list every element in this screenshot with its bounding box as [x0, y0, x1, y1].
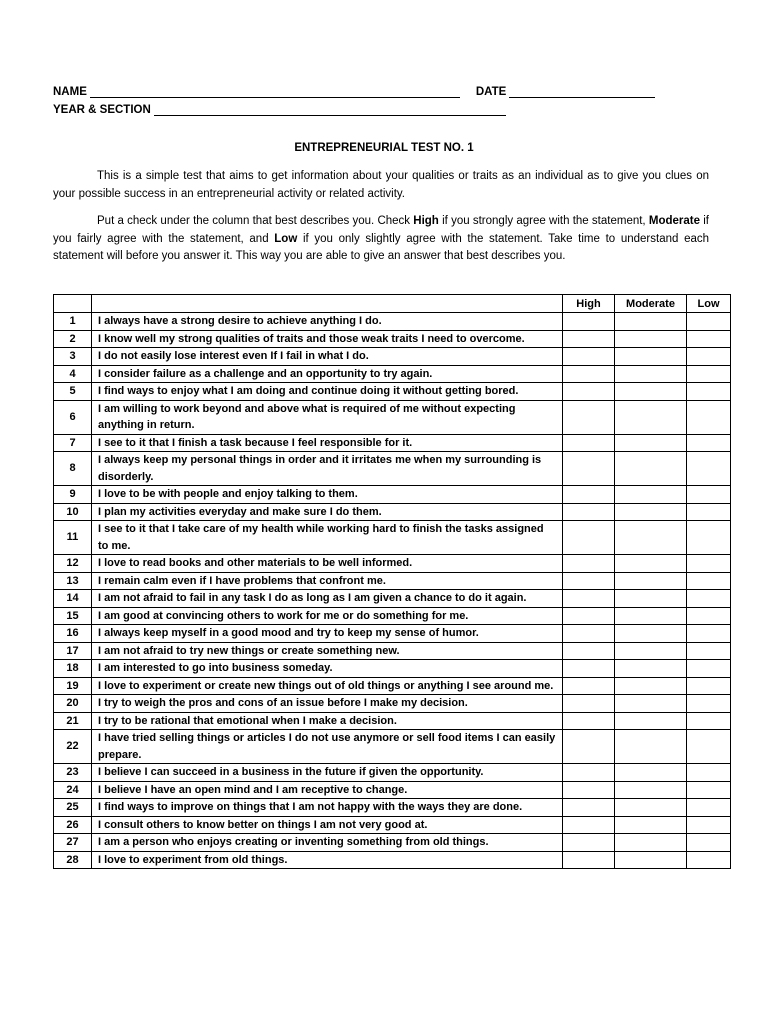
low-check-cell[interactable]: [687, 677, 731, 695]
high-check-cell[interactable]: [563, 607, 615, 625]
moderate-check-cell[interactable]: [615, 764, 687, 782]
table-row: [54, 730, 731, 764]
instructions-paragraph: [53, 213, 709, 266]
row-statement: I am not afraid to fail in any task I do as long as I am given a chance to do it again.: [92, 590, 563, 608]
low-check-cell[interactable]: [687, 712, 731, 730]
moderate-check-cell[interactable]: [615, 781, 687, 799]
table-row: [54, 383, 731, 401]
instructions-low: Low: [274, 232, 298, 245]
row-statement: I see to it that I finish a task because I feel responsible for it.: [92, 434, 563, 452]
table-row: [54, 695, 731, 713]
high-check-cell[interactable]: [563, 590, 615, 608]
high-check-cell[interactable]: [563, 400, 615, 434]
moderate-check-cell[interactable]: [615, 452, 687, 486]
low-check-cell[interactable]: [687, 452, 731, 486]
moderate-check-cell[interactable]: [615, 555, 687, 573]
row-number: 3: [54, 348, 92, 366]
row-statement: I find ways to improve on things that I am not happy with the ways they are done.: [92, 799, 563, 817]
row-number: 8: [54, 452, 92, 486]
row-number: 7: [54, 434, 92, 452]
high-check-cell[interactable]: [563, 781, 615, 799]
name-blank-line[interactable]: [90, 84, 460, 98]
table-row: [54, 799, 731, 817]
high-check-cell[interactable]: [563, 660, 615, 678]
row-number: 25: [54, 799, 92, 817]
table-row: [54, 660, 731, 678]
row-number: 28: [54, 851, 92, 869]
low-check-cell[interactable]: [687, 816, 731, 834]
row-number: 21: [54, 712, 92, 730]
row-number: 19: [54, 677, 92, 695]
high-check-cell[interactable]: [563, 452, 615, 486]
row-statement: I am not afraid to try new things or create something new.: [92, 642, 563, 660]
table-row: [54, 781, 731, 799]
row-number: 26: [54, 816, 92, 834]
table-row: [54, 400, 731, 434]
low-check-cell[interactable]: [687, 486, 731, 504]
high-check-cell[interactable]: [563, 486, 615, 504]
table-body: [54, 313, 731, 869]
row-number: 10: [54, 503, 92, 521]
moderate-check-cell[interactable]: [615, 383, 687, 401]
row-number: 12: [54, 555, 92, 573]
low-check-cell[interactable]: [687, 625, 731, 643]
row-statement: I love to read books and other materials to be well informed.: [92, 555, 563, 573]
high-check-cell[interactable]: [563, 434, 615, 452]
moderate-check-cell[interactable]: [615, 572, 687, 590]
name-date-row: [53, 80, 713, 98]
row-number: 23: [54, 764, 92, 782]
header-low: Low: [687, 295, 731, 313]
table-row: [54, 834, 731, 852]
moderate-check-cell[interactable]: [615, 503, 687, 521]
moderate-check-cell[interactable]: [615, 695, 687, 713]
header-number-cell: [54, 295, 92, 313]
row-statement: I love to be with people and enjoy talking to them.: [92, 486, 563, 504]
instructions-text-2: if you strongly agree with the statement,: [438, 215, 649, 227]
header-statement-cell: [92, 295, 563, 313]
row-statement: I am a person who enjoys creating or inventing something from old things.: [92, 834, 563, 852]
high-check-cell[interactable]: [563, 313, 615, 331]
high-check-cell[interactable]: [563, 555, 615, 573]
row-number: 4: [54, 365, 92, 383]
header-high: High: [563, 295, 615, 313]
row-statement: I believe I can succeed in a business in the future if given the opportunity.: [92, 764, 563, 782]
row-statement: I try to weigh the pros and cons of an issue before I make my decision.: [92, 695, 563, 713]
row-number: 20: [54, 695, 92, 713]
table-row: [54, 607, 731, 625]
table-row: [54, 816, 731, 834]
low-check-cell[interactable]: [687, 330, 731, 348]
low-check-cell[interactable]: [687, 348, 731, 366]
moderate-check-cell[interactable]: [615, 590, 687, 608]
low-check-cell[interactable]: [687, 383, 731, 401]
table-row: [54, 555, 731, 573]
moderate-check-cell[interactable]: [615, 677, 687, 695]
year-section-row: [53, 98, 713, 116]
table-row: [54, 572, 731, 590]
low-check-cell[interactable]: [687, 365, 731, 383]
low-check-cell[interactable]: [687, 834, 731, 852]
table-row: [54, 434, 731, 452]
high-check-cell[interactable]: [563, 383, 615, 401]
row-statement: I consider failure as a challenge and an opportunity to try again.: [92, 365, 563, 383]
moderate-check-cell[interactable]: [615, 348, 687, 366]
low-check-cell[interactable]: [687, 851, 731, 869]
moderate-check-cell[interactable]: [615, 625, 687, 643]
moderate-check-cell[interactable]: [615, 400, 687, 434]
moderate-check-cell[interactable]: [615, 816, 687, 834]
table-row: [54, 313, 731, 331]
row-statement: I know well my strong qualities of traits and those weak traits I need to overcome.: [92, 330, 563, 348]
table-row: [54, 625, 731, 643]
table-row: [54, 642, 731, 660]
low-check-cell[interactable]: [687, 400, 731, 434]
high-check-cell[interactable]: [563, 730, 615, 764]
instructions-text-3: if you fairly agree with the statement, and: [53, 215, 709, 245]
table-row: [54, 365, 731, 383]
high-check-cell[interactable]: [563, 695, 615, 713]
moderate-check-cell[interactable]: [615, 521, 687, 555]
low-check-cell[interactable]: [687, 572, 731, 590]
document-title: ENTREPRENEURIAL TEST NO. 1: [294, 142, 474, 154]
high-check-cell[interactable]: [563, 625, 615, 643]
moderate-check-cell[interactable]: [615, 851, 687, 869]
low-check-cell[interactable]: [687, 799, 731, 817]
row-statement: I love to experiment from old things.: [92, 851, 563, 869]
high-check-cell[interactable]: [563, 677, 615, 695]
row-statement: I always keep my personal things in order and it irritates me when my surrounding is disorderly.: [92, 452, 563, 486]
row-statement: I love to experiment or create new things out of old things or anything I see around me.: [92, 677, 563, 695]
row-statement: I consult others to know better on things I am not very good at.: [92, 816, 563, 834]
low-check-cell[interactable]: [687, 642, 731, 660]
row-statement: I am interested to go into business someday.: [92, 660, 563, 678]
low-check-cell[interactable]: [687, 660, 731, 678]
low-check-cell[interactable]: [687, 781, 731, 799]
row-statement: I plan my activities everyday and make sure I do them.: [92, 503, 563, 521]
low-check-cell[interactable]: [687, 607, 731, 625]
row-statement: I am good at convincing others to work for me or do something for me.: [92, 607, 563, 625]
moderate-check-cell[interactable]: [615, 799, 687, 817]
table-row: [54, 521, 731, 555]
low-check-cell[interactable]: [687, 764, 731, 782]
instructions-text-1: Put a check under the column that best describes you. Check: [97, 215, 414, 227]
table-header-row: [54, 295, 731, 313]
high-check-cell[interactable]: [563, 764, 615, 782]
row-number: 5: [54, 383, 92, 401]
row-statement: I try to be rational that emotional when I make a decision.: [92, 712, 563, 730]
table-row: [54, 348, 731, 366]
student-info-fields: [53, 80, 713, 116]
moderate-check-cell[interactable]: [615, 730, 687, 764]
instructions-high: High: [413, 215, 439, 227]
row-statement: I remain calm even if I have problems that confront me.: [92, 572, 563, 590]
row-number: 15: [54, 607, 92, 625]
moderate-check-cell[interactable]: [615, 313, 687, 331]
entrepreneurial-test-table: [53, 294, 731, 869]
row-number: 22: [54, 730, 92, 764]
high-check-cell[interactable]: [563, 851, 615, 869]
table-row: [54, 503, 731, 521]
moderate-check-cell[interactable]: [615, 712, 687, 730]
high-check-cell[interactable]: [563, 572, 615, 590]
table-row: [54, 712, 731, 730]
row-number: 1: [54, 313, 92, 331]
table-row: [54, 330, 731, 348]
row-statement: I have tried selling things or articles I do not use anymore or sell food items I can easily prepare.: [92, 730, 563, 764]
instructions-text-4: if you only slightly agree with the statement. Take time to understand each statement will before you answer it. This way you are able to give an answer that best describes you.: [53, 232, 710, 262]
row-statement: I always keep myself in a good mood and try to keep my sense of humor.: [92, 625, 563, 643]
row-statement: I find ways to enjoy what I am doing and continue doing it without getting bored.: [92, 383, 563, 401]
row-number: 11: [54, 521, 92, 555]
moderate-check-cell[interactable]: [615, 660, 687, 678]
high-check-cell[interactable]: [563, 712, 615, 730]
high-check-cell[interactable]: [563, 816, 615, 834]
date-blank-line[interactable]: [509, 84, 655, 98]
table-row: [54, 452, 731, 486]
high-check-cell[interactable]: [563, 521, 615, 555]
high-check-cell[interactable]: [563, 834, 615, 852]
intro-text: This is a simple test that aims to get information about your qualities or traits as an individual as to give you clues on your possible success in an entrepreneurial activity or related activity.: [53, 170, 709, 200]
name-label: NAME: [53, 86, 87, 98]
row-number: 16: [54, 625, 92, 643]
row-statement: I see to it that I take care of my health while working hard to finish the tasks assigned to me.: [92, 521, 563, 555]
low-check-cell[interactable]: [687, 434, 731, 452]
table-row: [54, 486, 731, 504]
moderate-check-cell[interactable]: [615, 642, 687, 660]
row-statement: I am willing to work beyond and above what is required of me without expecting anything in return.: [92, 400, 563, 434]
row-number: 9: [54, 486, 92, 504]
row-number: 6: [54, 400, 92, 434]
high-check-cell[interactable]: [563, 330, 615, 348]
table-row: [54, 851, 731, 869]
row-number: 14: [54, 590, 92, 608]
low-check-cell[interactable]: [687, 313, 731, 331]
row-number: 17: [54, 642, 92, 660]
low-check-cell[interactable]: [687, 555, 731, 573]
intro-paragraph: [53, 168, 709, 203]
row-number: 13: [54, 572, 92, 590]
moderate-check-cell[interactable]: [615, 330, 687, 348]
row-statement: I always have a strong desire to achieve anything I do.: [92, 313, 563, 331]
table-row: [54, 677, 731, 695]
row-number: 27: [54, 834, 92, 852]
moderate-check-cell[interactable]: [615, 365, 687, 383]
row-number: 2: [54, 330, 92, 348]
table-row: [54, 590, 731, 608]
low-check-cell[interactable]: [687, 590, 731, 608]
table-row: [54, 764, 731, 782]
high-check-cell[interactable]: [563, 503, 615, 521]
year-section-label: YEAR & SECTION: [53, 104, 151, 116]
row-number: 24: [54, 781, 92, 799]
low-check-cell[interactable]: [687, 503, 731, 521]
high-check-cell[interactable]: [563, 642, 615, 660]
low-check-cell[interactable]: [687, 695, 731, 713]
date-label: DATE: [475, 86, 507, 98]
moderate-check-cell[interactable]: [615, 607, 687, 625]
row-statement: I believe I have an open mind and I am receptive to change.: [92, 781, 563, 799]
instructions-moderate: Moderate: [648, 215, 700, 227]
row-number: 18: [54, 660, 92, 678]
high-check-cell[interactable]: [563, 348, 615, 366]
moderate-check-cell[interactable]: [615, 434, 687, 452]
high-check-cell[interactable]: [563, 365, 615, 383]
year-section-blank-line[interactable]: [154, 102, 506, 116]
moderate-check-cell[interactable]: [615, 834, 687, 852]
moderate-check-cell[interactable]: [615, 486, 687, 504]
high-check-cell[interactable]: [563, 799, 615, 817]
low-check-cell[interactable]: [687, 730, 731, 764]
header-moderate: Moderate: [615, 295, 687, 313]
row-statement: I do not easily lose interest even If I fail in what I do.: [92, 348, 563, 366]
low-check-cell[interactable]: [687, 521, 731, 555]
